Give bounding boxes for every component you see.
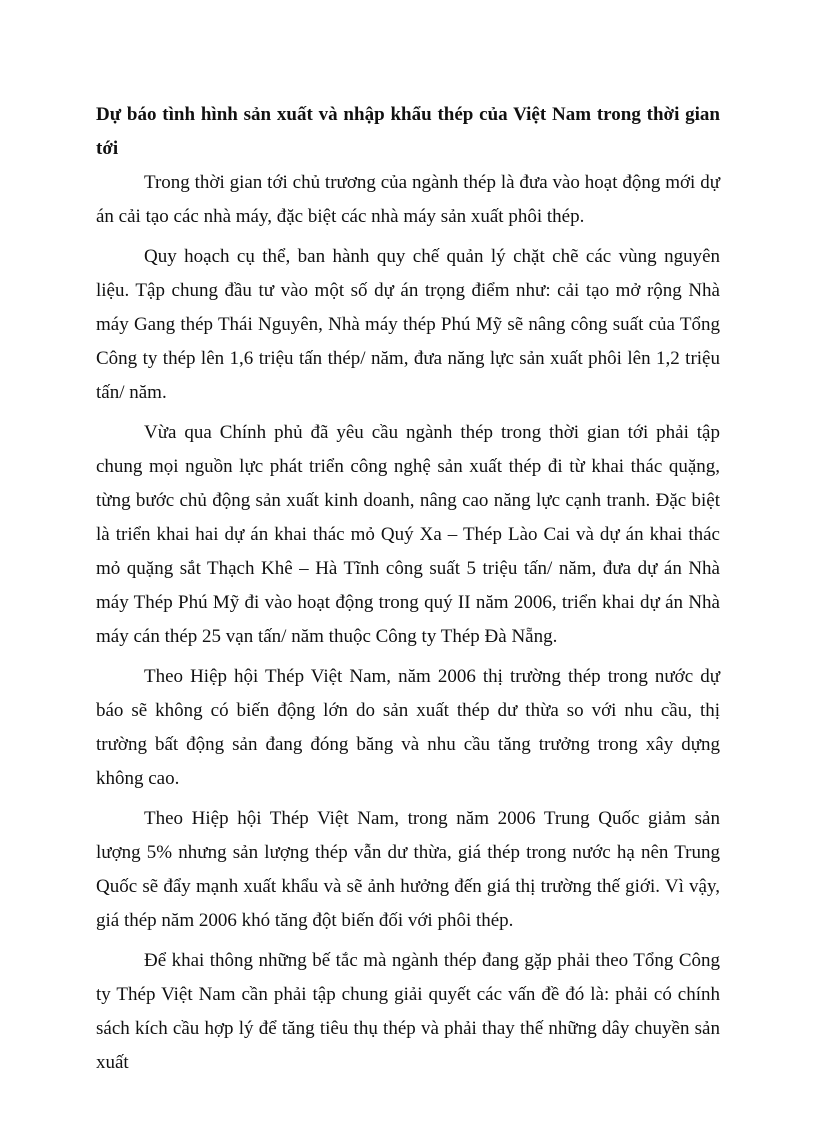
paragraph-government-request: Vừa qua Chính phủ đã yêu cầu ngành thép trong thời gian tới phải tập chung mọi nguồn lực phát triển công nghệ sản xuất thép đi từ khai thác quặng, từng bước chủ động sản xuất kinh doanh, nâng cao năng lực cạnh tranh. Đặc biệt là triển khai hai dự án khai thác mỏ Quý Xa – Thép Lào Cai và dự án khai thác mỏ quặng sắt Thạch Khê – Hà Tĩnh công suất 5 triệu tấn/ năm, đưa dự án Nhà máy Thép Phú Mỹ đi vào hoạt động trong quý II năm 2006, triển khai dự án Nhà máy cán thép 25 vạn tấn/ năm thuộc Công ty Thép Đà Nẵng. bbox=[96, 422, 720, 647]
paragraph-solutions: Để khai thông những bế tắc mà ngành thép đang gặp phải theo Tổng Công ty Thép Việt Nam cần phải tập chung giải quyết các vấn đề đó là: phải có chính sách kích cầu hợp lý để tăng tiêu thụ thép và phải thay thế những dây chuyền sản xuất bbox=[96, 950, 720, 1073]
paragraph-china-output: Theo Hiệp hội Thép Việt Nam, trong năm 2006 Trung Quốc giảm sản lượng 5% nhưng sản lượng thép vẫn dư thừa, giá thép trong nước hạ nên Trung Quốc sẽ đẩy mạnh xuất khẩu và sẽ ảnh hưởng đến giá thị trường thế giới. Vì vậy, giá thép năm 2006 khó tăng đột biến đối với phôi thép. bbox=[96, 808, 720, 931]
paragraph-planning-investment: Quy hoạch cụ thể, ban hành quy chế quản lý chặt chẽ các vùng nguyên liệu. Tập chung đầu tư vào một số dự án trọng điểm như: cải tạo mở rộng Nhà máy Gang thép Thái Nguyên, Nhà máy thép Phú Mỹ sẽ nâng công suất của Tổng Công ty thép lên 1,6 triệu tấn thép/ năm, đưa năng lực sản xuất phôi lên 1,2 triệu tấn/ năm. bbox=[96, 246, 720, 403]
paragraph-domestic-market-forecast: Theo Hiệp hội Thép Việt Nam, năm 2006 thị trường thép trong nước dự báo sẽ không có biến động lớn do sản xuất thép dư thừa so với nhu cầu, thị trường bất động sản đang đóng băng và nhu cầu tăng trưởng trong xây dựng không cao. bbox=[96, 666, 720, 789]
paragraph-plan-overview: Trong thời gian tới chủ trương của ngành thép là đưa vào hoạt động mới dự án cải tạo các nhà máy, đặc biệt các nhà máy sản xuất phôi thép. bbox=[96, 172, 720, 227]
section-heading: Dự báo tình hình sản xuất và nhập khẩu thép của Việt Nam trong thời gian tới bbox=[96, 104, 720, 159]
document-body bbox=[96, 98, 720, 1080]
